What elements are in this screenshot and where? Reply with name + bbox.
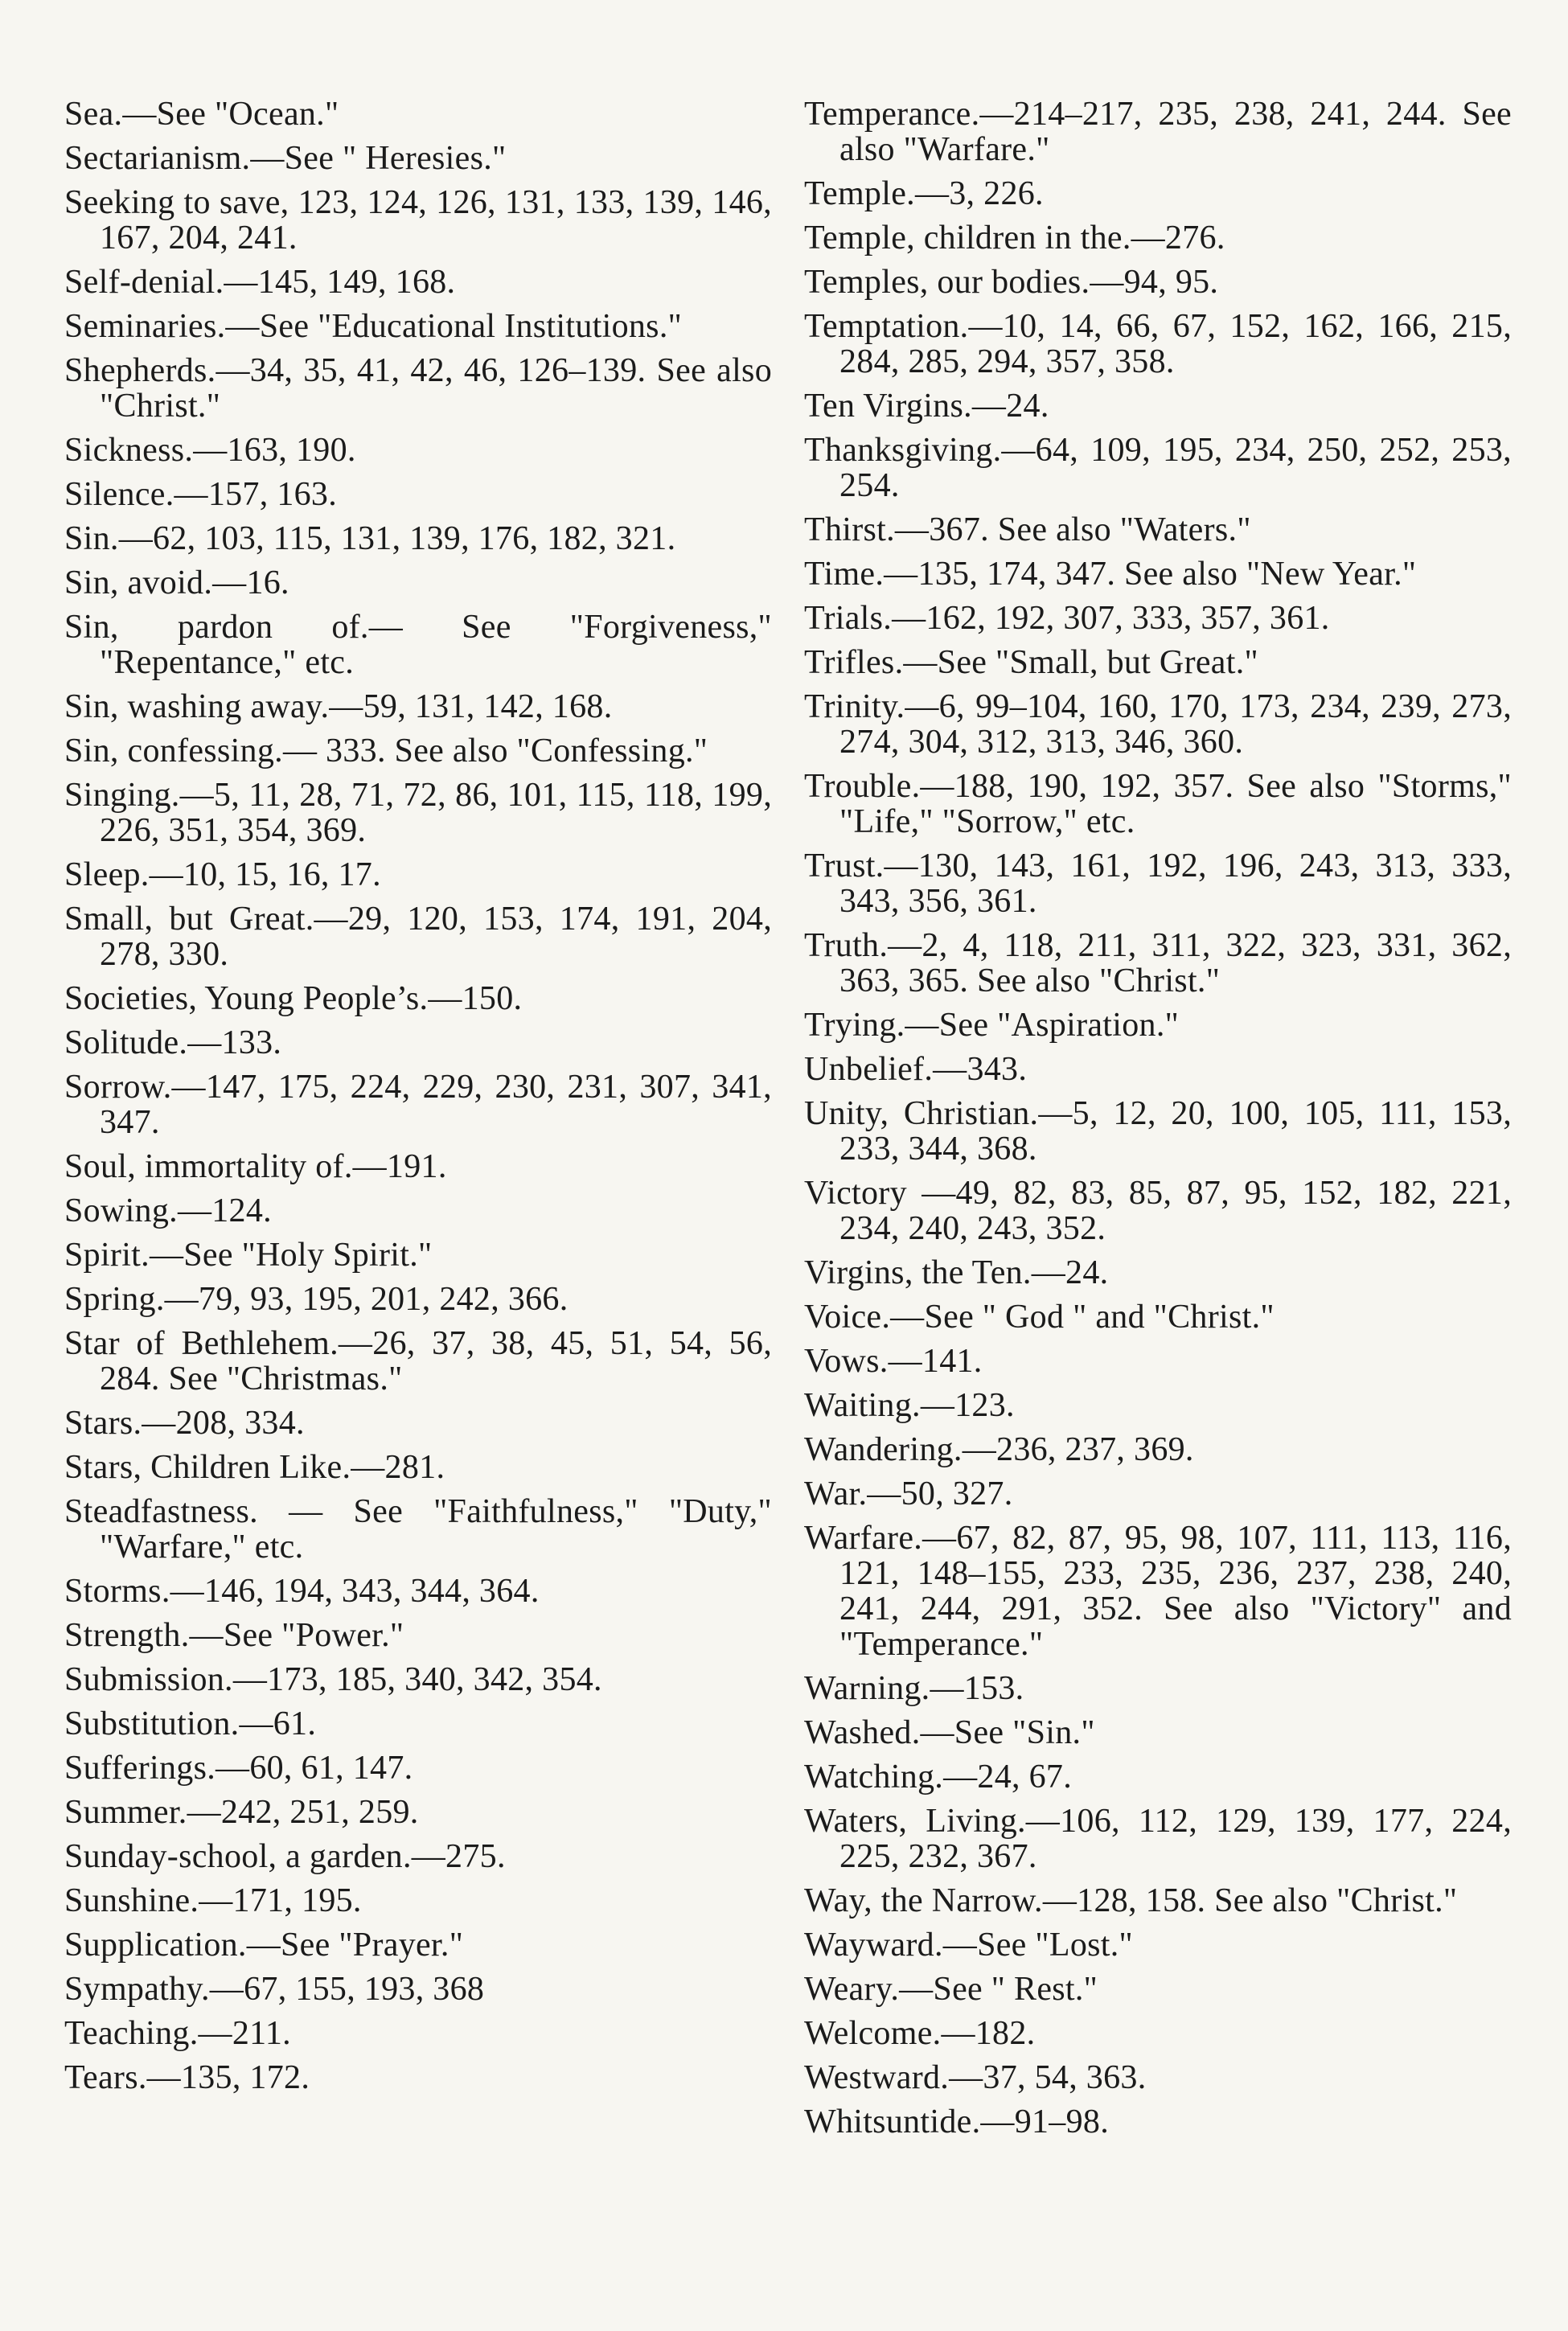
index-entry: Storms.—146, 194, 343, 344, 364. bbox=[64, 1573, 540, 1610]
index-entry: Trouble.—188, 190, 192, 357. See also "Storms," "Life," "Sorrow," etc. bbox=[804, 768, 1512, 840]
index-entry: Trials.—162, 192, 307, 333, 357, 361. bbox=[804, 600, 1330, 637]
index-entry: Welcome.—182. bbox=[804, 2015, 1036, 2052]
index-entry: Trying.—See "Aspiration." bbox=[804, 1007, 1180, 1044]
index-entry: Warning.—153. bbox=[804, 1670, 1024, 1707]
index-entry: Soul, immortality of.—191. bbox=[64, 1148, 447, 1185]
index-entry: Sectarianism.—See " Heresies." bbox=[64, 140, 507, 177]
index-entry: Wayward.—See "Lost." bbox=[804, 1927, 1133, 1964]
index-entry: Virgins, the Ten.—24. bbox=[804, 1254, 1109, 1291]
index-entry: Wandering.—236, 237, 369. bbox=[804, 1431, 1194, 1468]
index-entry: Sunshine.—171, 195. bbox=[64, 1882, 362, 1919]
index-entry: Trust.—130, 143, 161, 192, 196, 243, 313, 333, 343, 356, 361. bbox=[804, 847, 1512, 920]
index-entry: Washed.—See "Sin." bbox=[804, 1714, 1095, 1751]
index-entry: Sickness.—163, 190. bbox=[64, 432, 356, 469]
index-entry: Supplication.—See "Prayer." bbox=[64, 1927, 464, 1964]
index-entry: Singing.—5, 11, 28, 71, 72, 86, 101, 115, 118, 199, 226, 351, 354, 369. bbox=[64, 777, 772, 849]
index-entry: Victory —49, 82, 83, 85, 87, 95, 152, 182, 221, 234, 240, 243, 352. bbox=[804, 1175, 1512, 1247]
index-entry: Spring.—79, 93, 195, 201, 242, 366. bbox=[64, 1281, 569, 1318]
index-entry: Sleep.—10, 15, 16, 17. bbox=[64, 856, 381, 893]
index-entry: Sowing.—124. bbox=[64, 1192, 272, 1229]
index-entry: Watching.—24, 67. bbox=[804, 1759, 1072, 1795]
index-entry: Seeking to save, 123, 124, 126, 131, 133, 139, 146, 167, 204, 241. bbox=[64, 184, 772, 256]
index-entry: Thanksgiving.—64, 109, 195, 234, 250, 252, 253, 254. bbox=[804, 432, 1512, 504]
index-entry: Trifles.—See "Small, but Great." bbox=[804, 644, 1258, 681]
index-entry: Star of Bethlehem.—26, 37, 38, 45, 51, 54, 56, 284. See "Christmas." bbox=[64, 1325, 772, 1397]
index-entry: Temple, children in the.—276. bbox=[804, 220, 1225, 256]
index-entry: Strength.—See "Power." bbox=[64, 1617, 404, 1654]
index-column-left bbox=[64, 96, 772, 2104]
index-entry: Weary.—See " Rest." bbox=[804, 1971, 1098, 2008]
index-entry: Sympathy.—67, 155, 193, 368 bbox=[64, 1971, 485, 2008]
index-entry: Substitution.—61. bbox=[64, 1705, 317, 1742]
index-entry: Summer.—242, 251, 259. bbox=[64, 1794, 419, 1831]
index-entry: Sea.—See "Ocean." bbox=[64, 96, 339, 133]
index-entry: Temples, our bodies.—94, 95. bbox=[804, 264, 1219, 301]
index-entry: Time.—135, 174, 347. See also "New Year." bbox=[804, 556, 1417, 593]
index-entry: Spirit.—See "Holy Spirit." bbox=[64, 1237, 433, 1274]
index-column-right bbox=[804, 96, 1512, 2148]
index-entry: Ten Virgins.—24. bbox=[804, 388, 1049, 425]
index-entry: Temple.—3, 226. bbox=[804, 175, 1044, 212]
index-entry: Sin, washing away.—59, 131, 142, 168. bbox=[64, 688, 613, 725]
index-entry: Societies, Young People’s.—150. bbox=[64, 980, 523, 1017]
index-entry: Warfare.—67, 82, 87, 95, 98, 107, 111, 113, 116, 121, 148–155, 233, 235, 236, 237, 238, 240, 241, 244, 291, 352. See also "Victory" and "Temperance." bbox=[804, 1520, 1512, 1663]
index-entry: Way, the Narrow.—128, 158. See also "Christ." bbox=[804, 1882, 1458, 1919]
index-entry: Unity, Christian.—5, 12, 20, 100, 105, 111, 153, 233, 344, 368. bbox=[804, 1095, 1512, 1168]
index-entry: Self-denial.—145, 149, 168. bbox=[64, 264, 456, 301]
index-entry: Sin.—62, 103, 115, 131, 139, 176, 182, 321. bbox=[64, 520, 676, 557]
index-entry: Solitude.—133. bbox=[64, 1024, 282, 1061]
index-entry: Shepherds.—34, 35, 41, 42, 46, 126–139. See also "Christ." bbox=[64, 352, 772, 425]
index-entry: Westward.—37, 54, 363. bbox=[804, 2059, 1147, 2096]
index-entry: Sin, confessing.— 333. See also "Confessing." bbox=[64, 733, 708, 769]
index-entry: Unbelief.—343. bbox=[804, 1051, 1028, 1088]
index-entry: Submission.—173, 185, 340, 342, 354. bbox=[64, 1661, 602, 1698]
index-entry: Thirst.—367. See also "Waters." bbox=[804, 511, 1251, 548]
index-entry: Temperance.—214–217, 235, 238, 241, 244. See also "Warfare." bbox=[804, 96, 1512, 168]
index-entry: Small, but Great.—29, 120, 153, 174, 191, 204, 278, 330. bbox=[64, 901, 772, 973]
index-entry: Waiting.—123. bbox=[804, 1387, 1015, 1424]
index-entry: Truth.—2, 4, 118, 211, 311, 322, 323, 331, 362, 363, 365. See also "Christ." bbox=[804, 927, 1512, 999]
index-entry: Tears.—135, 172. bbox=[64, 2059, 310, 2096]
index-entry: Vows.—141. bbox=[804, 1343, 983, 1380]
index-entry: Voice.—See " God " and "Christ." bbox=[804, 1299, 1275, 1336]
index-entry: Seminaries.—See "Educational Institutions." bbox=[64, 308, 683, 345]
index-entry: Sunday-school, a garden.—275. bbox=[64, 1838, 506, 1875]
index-entry: Stars, Children Like.—281. bbox=[64, 1449, 445, 1486]
index-entry: Whitsuntide.—91–98. bbox=[804, 2103, 1110, 2140]
index-entry: Temptation.—10, 14, 66, 67, 152, 162, 166, 215, 284, 285, 294, 357, 358. bbox=[804, 308, 1512, 380]
index-entry: Sufferings.—60, 61, 147. bbox=[64, 1750, 413, 1787]
index-entry: Steadfastness. — See "Faithfulness," "Duty," "Warfare," etc. bbox=[64, 1493, 772, 1566]
index-entry: Stars.—208, 334. bbox=[64, 1405, 305, 1442]
index-entry: Trinity.—6, 99–104, 160, 170, 173, 234, 239, 273, 274, 304, 312, 313, 346, 360. bbox=[804, 688, 1512, 761]
index-entry: War.—50, 327. bbox=[804, 1475, 1013, 1512]
index-entry: Teaching.—211. bbox=[64, 2015, 291, 2052]
index-entry: Waters, Living.—106, 112, 129, 139, 177, 224, 225, 232, 367. bbox=[804, 1803, 1512, 1875]
index-entry: Sin, avoid.—16. bbox=[64, 564, 289, 601]
index-entry: Sorrow.—147, 175, 224, 229, 230, 231, 307, 341, 347. bbox=[64, 1069, 772, 1141]
index-entry: Silence.—157, 163. bbox=[64, 476, 338, 513]
index-entry: Sin, pardon of.— See "Forgiveness," "Repentance," etc. bbox=[64, 609, 772, 681]
